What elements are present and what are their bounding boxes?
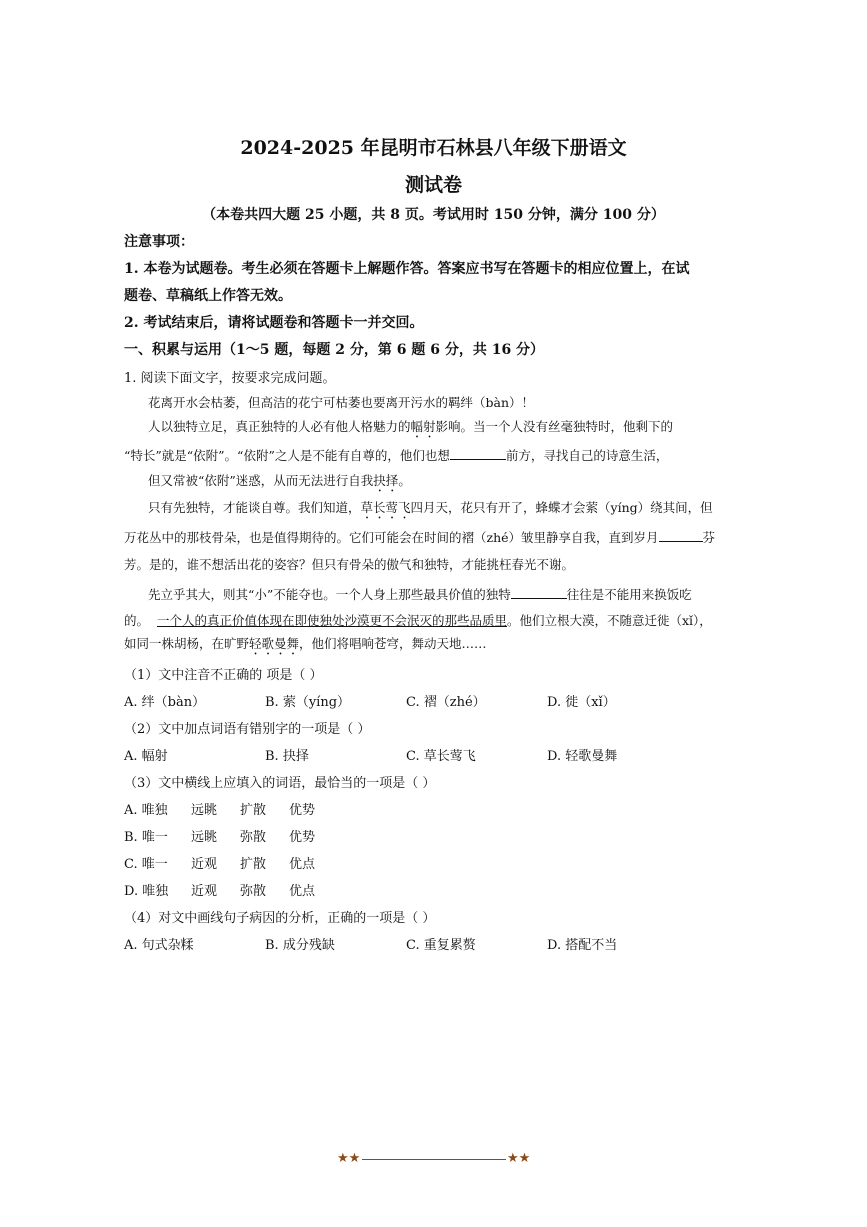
option-word: 优势 [289,803,316,818]
option-word: 远眺 [191,830,218,845]
option-d[interactable]: D. 唯独 [124,884,169,899]
footer-stars-right: ★★ [507,1151,531,1166]
option-word: 近观 [191,857,218,872]
passage-line: 人以独特立足，真正独特的人必有他人格魅力的幅射影响。当一个人没有丝毫独特时，他剩下的 [148,419,674,434]
option-d[interactable]: D. 徙（xǐ） [547,695,616,710]
option-d[interactable]: D. 搭配不当 [547,938,618,953]
option-d[interactable]: D. 轻歌曼舞 [547,749,618,764]
option-word: 弥散 [240,884,267,899]
option-b[interactable]: B. 抉择 [265,749,309,764]
sub-question-stem: （1）文中注音不正确的 项是（ ） [124,668,323,683]
sub-question-stem: （4）对文中画线句子病因的分析，正确的一项是（ ） [124,911,436,926]
sub-question-stem: （3）文中横线上应填入的词语，最恰当的一项是（ ） [124,776,436,791]
dotted-word: 草长莺飞 [360,500,411,515]
question-1-stem: 1. 阅读下面文字，按要求完成问题。 [124,371,336,386]
option-b[interactable]: B. 成分残缺 [265,938,335,953]
fill-blank [450,447,506,460]
option-b[interactable]: B. 萦（yíng） [265,695,351,710]
dotted-word: 幅射 [410,419,436,434]
fill-blank [511,586,567,599]
sub-question-stem: （2）文中加点词语有错别字的一项是（ ） [124,722,371,737]
option-word: 远眺 [191,803,218,818]
notice-item-1: 1. 本卷为试题卷。考生必须在答题卡上解题作答。答案应书写在答题卡的相应位置上，在试 [124,261,690,277]
passage-line: 花离开水会枯萎，但高洁的花宁可枯萎也要离开污水的羁绊（bàn）！ [148,395,535,410]
option-a[interactable]: A. 幅射 [124,749,168,764]
option-b[interactable]: B. 唯一 [124,830,168,845]
passage-line: 芳。是的，谁不想活出花的姿容？但只有骨朵的傲气和独特，才能挑枉春光不谢。 [124,557,575,572]
passage-line: 只有先独特，才能谈自尊。我们知道，草长莺飞四月天，花只有开了，蜂蝶才会萦（yíng）绕其间，但 [148,500,713,515]
passage-line: 万花丛中的那枝骨朵，也是值得期待的。它们可能会在时间的褶（zhé）皱里静享自我，直到岁月 芬 [124,530,716,545]
passage-line: “特长”就是“依附”。“依附”之人是不能有自尊的，他们也想 前方，寻找自己的诗意生活， [124,448,669,463]
option-word: 优点 [289,884,316,899]
option-word: 扩散 [240,803,267,818]
exam-info: （本卷共四大题 25 小题，共 8 页。考试用时 150 分钟，满分 100 分） [202,207,665,223]
option-c[interactable]: C. 唯一 [124,857,168,872]
fill-blank [659,529,703,542]
notice-heading: 注意事项： [124,234,194,250]
option-word: 扩散 [240,857,267,872]
option-c[interactable]: C. 草长莺飞 [406,749,476,764]
notice-item-2: 2. 考试结束后，请将试题卷和答题卡一并交回。 [124,315,424,331]
dotted-word: 抉择 [373,473,399,488]
option-word: 近观 [191,884,218,899]
page-title: 2024-2025 年昆明市石林县八年级下册语文 [240,137,627,159]
footer-stars-left: ★★ [337,1151,361,1166]
option-word: 优势 [289,830,316,845]
option-a[interactable]: A. 唯独 [124,803,168,818]
section-heading: 一、积累与运用（1～5 题，每题 2 分，第 6 题 6 分，共 16 分） [124,342,545,358]
passage-line: 的。 一个人的真正价值体现在即使独处沙漠更不会泯灭的那些品质里。他们立根大漠，不随意迁徙（xǐ）， [124,613,712,628]
option-c[interactable]: C. 重复累赘 [406,938,476,953]
footer-divider [362,1159,506,1160]
notice-item-1-cont: 题卷、草稿纸上作答无效。 [124,288,292,304]
option-c[interactable]: C. 褶（zhé） [406,695,486,710]
option-word: 弥散 [240,830,267,845]
option-a[interactable]: A. 绊（bàn） [124,695,206,710]
dotted-word: 轻歌曼舞 [249,636,300,651]
option-a[interactable]: A. 句式杂糅 [124,938,194,953]
passage-line: 但又常被“依附”迷惑，从而无法进行自我抉择。 [148,473,411,488]
underlined-sentence: 一个人的真正价值体现在即使独处沙漠更不会泯灭的那些品质里 [156,613,507,628]
option-word: 优点 [289,857,316,872]
page-title-line2: 测试卷 [404,174,462,196]
passage-line: 先立乎其大，则其“小”不能夺也。一个人身上那些最具价值的独特 往往是不能用来换饭吃 [148,587,692,602]
passage-line: 如同一株胡杨，在旷野轻歌曼舞，他们将唱响苍穹，舞动天地…… [124,636,487,651]
